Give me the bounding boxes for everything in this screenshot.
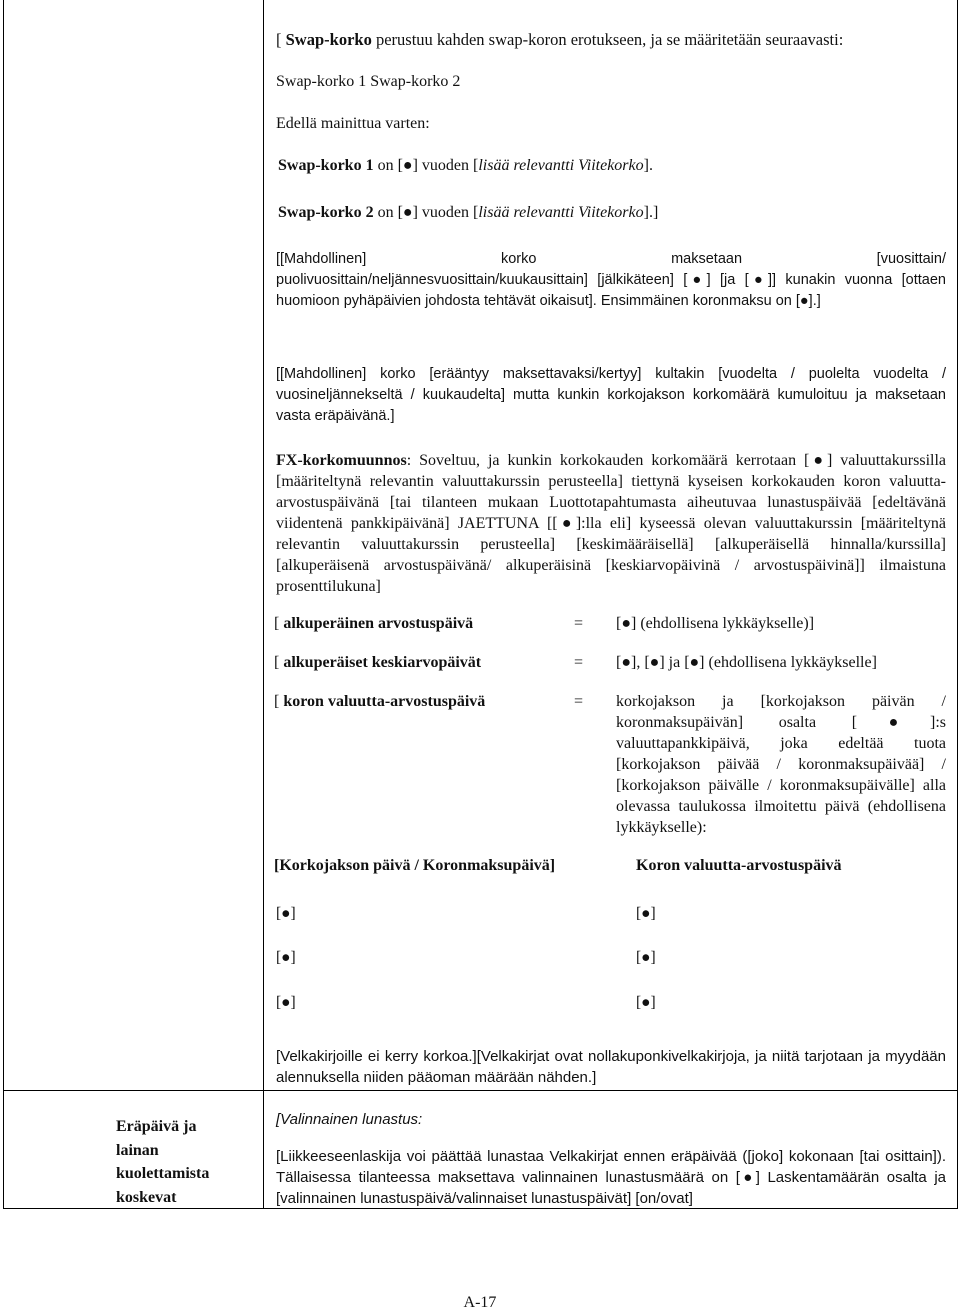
swap-korko-2-definition xyxy=(278,202,658,223)
table-column-divider xyxy=(263,0,264,1209)
definition-value: [●] (ehdollisena lykkäykselle)] xyxy=(616,615,815,632)
definitions-lead: Edellä mainittua varten: xyxy=(276,115,430,132)
fx-conversion-paragraph xyxy=(276,450,946,597)
table-header-left: [Korkojakson päivä / Koronmaksupäivä] xyxy=(274,857,556,874)
equals-sign: = xyxy=(574,654,584,671)
bracket-open: [ xyxy=(276,30,286,49)
table-border-right xyxy=(957,0,958,1209)
definition-italic: lisää relevantti Viitekorko xyxy=(478,204,644,221)
swap-korko-term: Swap-korko xyxy=(285,30,372,49)
definition-value: korkojakson ja [korkojakson päivän / koronmaksupäivän] osalta [●]:s valuuttapankkipäivä, joka edeltää tuota [korkojakson päivää / koronmaksupäivää] / [korkojakson päivälle / koronmaksupäivälle] alla olevassa taulukossa ilmoitettu päivä (ehdollisena lykkäykselle): xyxy=(616,693,946,836)
table-cell: [●] xyxy=(636,994,656,1011)
table-border-left xyxy=(3,0,4,1209)
table-cell: [●] xyxy=(276,905,296,922)
fx-korkomuunnos-term: FX-korkomuunnos xyxy=(276,452,407,469)
equals-sign: = xyxy=(574,615,584,632)
table-cell: [●] xyxy=(276,949,296,966)
optional-redemption-body: [Liikkeeseenlaskija voi päättää lunastaa Velkakirjat ennen eräpäivää ([joko] kokonaan [tai osittain]). Tällaisessa tilanteessa maksettava valinnainen lunastusmäärä on [●] Laskentamäärän osalta ja [valinnainen lunastuspäivä/valinnaiset lunastuspäivät] [on/ovat] xyxy=(276,1148,946,1207)
definition-end: ].] xyxy=(643,204,659,221)
definition-term: alkuperäinen arvostuspäivä xyxy=(283,615,474,632)
definition-end: ]. xyxy=(643,157,653,174)
interest-payment-paragraph xyxy=(276,249,946,312)
page-number: A-17 xyxy=(463,1294,497,1311)
intro-text: perustuu kahden swap-koron erotukseen, ja se määritetään seuraavasti: xyxy=(371,30,844,49)
interest-accrual-paragraph: [[Mahdollinen] korko [erääntyy maksettavaksi/kertyy] kultakin [vuodelta / puolelta vuodelta / vuosineljännekseltä / kuukaudelta] mutta kunkin korkojakson korkomäärä kumuloituu ja maksetaan vasta eräpäivänä.] xyxy=(276,366,946,424)
interest-payment-line1: [[Mahdollinen] korko maksetaan [vuosittain/ xyxy=(276,251,946,267)
swap-korko-2-term: Swap-korko 2 xyxy=(278,204,374,221)
definition-text: on [●] vuoden [ xyxy=(373,157,479,174)
definition-term: alkuperäiset keskiarvopäivät xyxy=(283,654,482,671)
swap-formula: Swap-korko 1 Swap-korko 2 xyxy=(276,73,461,90)
swap-korko-1-definition xyxy=(278,155,653,176)
table-cell: [●] xyxy=(636,905,656,922)
row-divider xyxy=(3,1090,958,1091)
table-cell: [●] xyxy=(636,949,656,966)
table-cell: [●] xyxy=(276,994,296,1011)
optional-redemption-title: [Valinnainen lunastus: xyxy=(276,1111,423,1128)
definition-text: on [●] vuoden [ xyxy=(373,204,479,221)
swap-korko-1-term: Swap-korko 1 xyxy=(278,157,374,174)
definition-italic: lisää relevantti Viitekorko xyxy=(478,157,644,174)
definition-term: koron valuutta-arvostuspäivä xyxy=(283,693,486,710)
table-header-right: Koron valuutta-arvostuspäivä xyxy=(636,857,842,874)
swap-korko-intro xyxy=(276,29,946,50)
equals-sign: = xyxy=(574,693,584,710)
zero-coupon-paragraph: [Velkakirjoille ei kerry korkoa.][Velkakirjat ovat nollakuponkivelkakirjoja, ja niitä tarjotaan ja myydään alennuksella niiden pääoman määrään nähden.] xyxy=(276,1048,946,1086)
interest-payment-rest: puolivuosittain/neljännesvuosittain/kuukausittain] [jälkikäteen] [●] [ja [●]] kunakin vuonna [ottaen huomioon pyhäpäivien johdosta tehtävät oikaisut]. Ensimmäinen koronmaksu on [●].] xyxy=(276,272,946,309)
fx-conversion-text: : Soveltuu, ja kunkin korkokauden korkomäärä kerrotaan [●] valuuttakurssilla [määriteltynä relevantin valuuttakurssin perusteella] tiettynä kyseisen korkokauden koron valuutta-arvostuspäivänä [tai tilanteen mukaan Luottotapahtumasta aiheutuvaa lunastuspäivää [edeltävänä viidentenä pankkipäivänä] JAETTUNA [[●]:lla eli] kyseessä olevan valuuttakurssin [määriteltynä relevantin valuuttakurssin perusteella] [keskimääräisellä] [alkuperäisellä hinnalla/kurssilla] [alkuperäisenä arvostuspäivänä/ alkuperäisinä [keskiarvopäivinä / arvostuspäivinä]] ilmaistuna prosenttilukuna] xyxy=(276,452,946,595)
section-label: Eräpäivä ja lainan kuolettamista koskevat xyxy=(116,1118,210,1206)
definition-value: [●], [●] ja [●] (ehdollisena lykkäykselle] xyxy=(616,654,877,671)
